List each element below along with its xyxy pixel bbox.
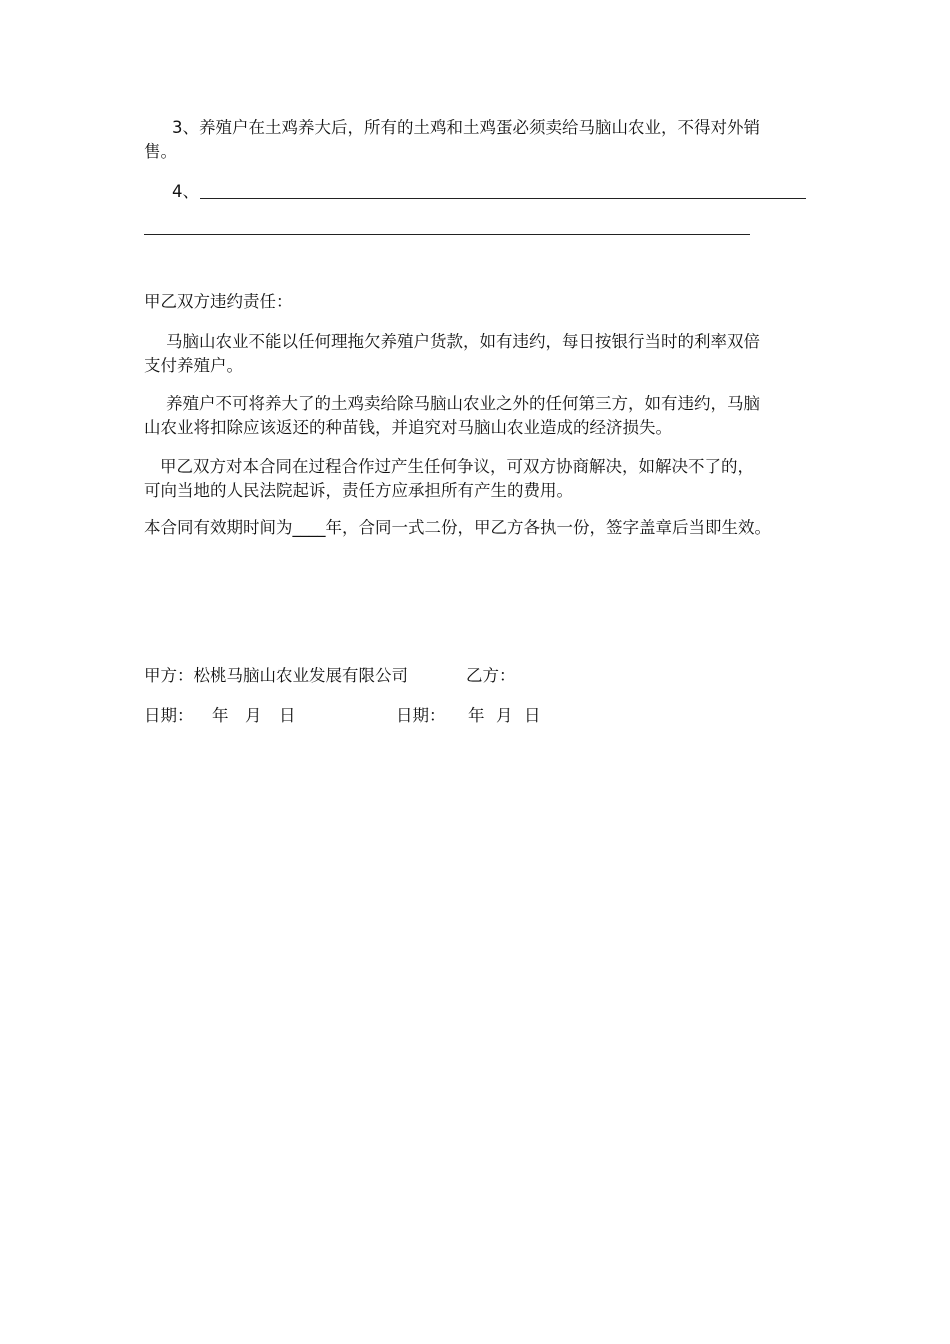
clause-3-line-1: 3、养殖户在土鸡养大后，所有的土鸡和土鸡蛋必须卖给马脑山农业，不得对外销 — [172, 118, 760, 137]
liability-heading: 甲乙双方违约责任： — [144, 292, 293, 311]
liability-paragraph-2-line-1: 养殖户不可将养大了的土鸡卖给除马脑山农业之外的任何第三方，如有违约，马脑 — [166, 394, 760, 413]
liability-paragraph-3-line-1: 甲乙双方对本合同在过程合作过产生任何争议，可双方协商解决，如解决不了的， — [160, 457, 754, 476]
clause-3-line-2: 售。 — [144, 142, 177, 161]
party-a-date-day: 日 — [279, 706, 296, 725]
party-a-date-month: 月 — [245, 706, 262, 725]
party-b-signature: 乙方： — [466, 666, 516, 685]
liability-paragraph-3-line-2: 可向当地的人民法院起诉，责任方应承担所有产生的费用。 — [144, 481, 573, 500]
clause-4-blank-line-1 — [200, 198, 806, 199]
clause-4-label: 4、 — [172, 182, 199, 201]
party-b-date-month: 月 — [496, 706, 513, 725]
party-b-date-label: 日期： — [396, 706, 446, 725]
party-a-signature: 甲方：松桃马脑山农业发展有限公司 — [144, 666, 408, 685]
liability-paragraph-2 — [144, 392, 808, 440]
liability-paragraph-1-line-1: 马脑山农业不能以任何理拖欠养殖户货款，如有违约，每日按银行当时的利率双倍 — [166, 332, 760, 351]
clause-4-blank-line-2 — [144, 234, 750, 235]
party-b-date-year: 年 — [468, 706, 485, 725]
liability-paragraph-1-line-2: 支付养殖户。 — [144, 356, 243, 375]
party-b-date-day: 日 — [524, 706, 541, 725]
validity-clause: 本合同有效期时间为____年，合同一式二份，甲乙方各执一份，签字盖章后当即生效。 — [144, 518, 771, 537]
liability-paragraph-1 — [144, 330, 808, 378]
party-a-date-label: 日期： — [144, 706, 194, 725]
liability-paragraph-2-line-2: 山农业将扣除应该返还的种苗钱，并追究对马脑山农业造成的经济损失。 — [144, 418, 672, 437]
clause-3 — [144, 116, 808, 164]
party-a-date-year: 年 — [212, 706, 229, 725]
liability-paragraph-3 — [144, 455, 808, 503]
